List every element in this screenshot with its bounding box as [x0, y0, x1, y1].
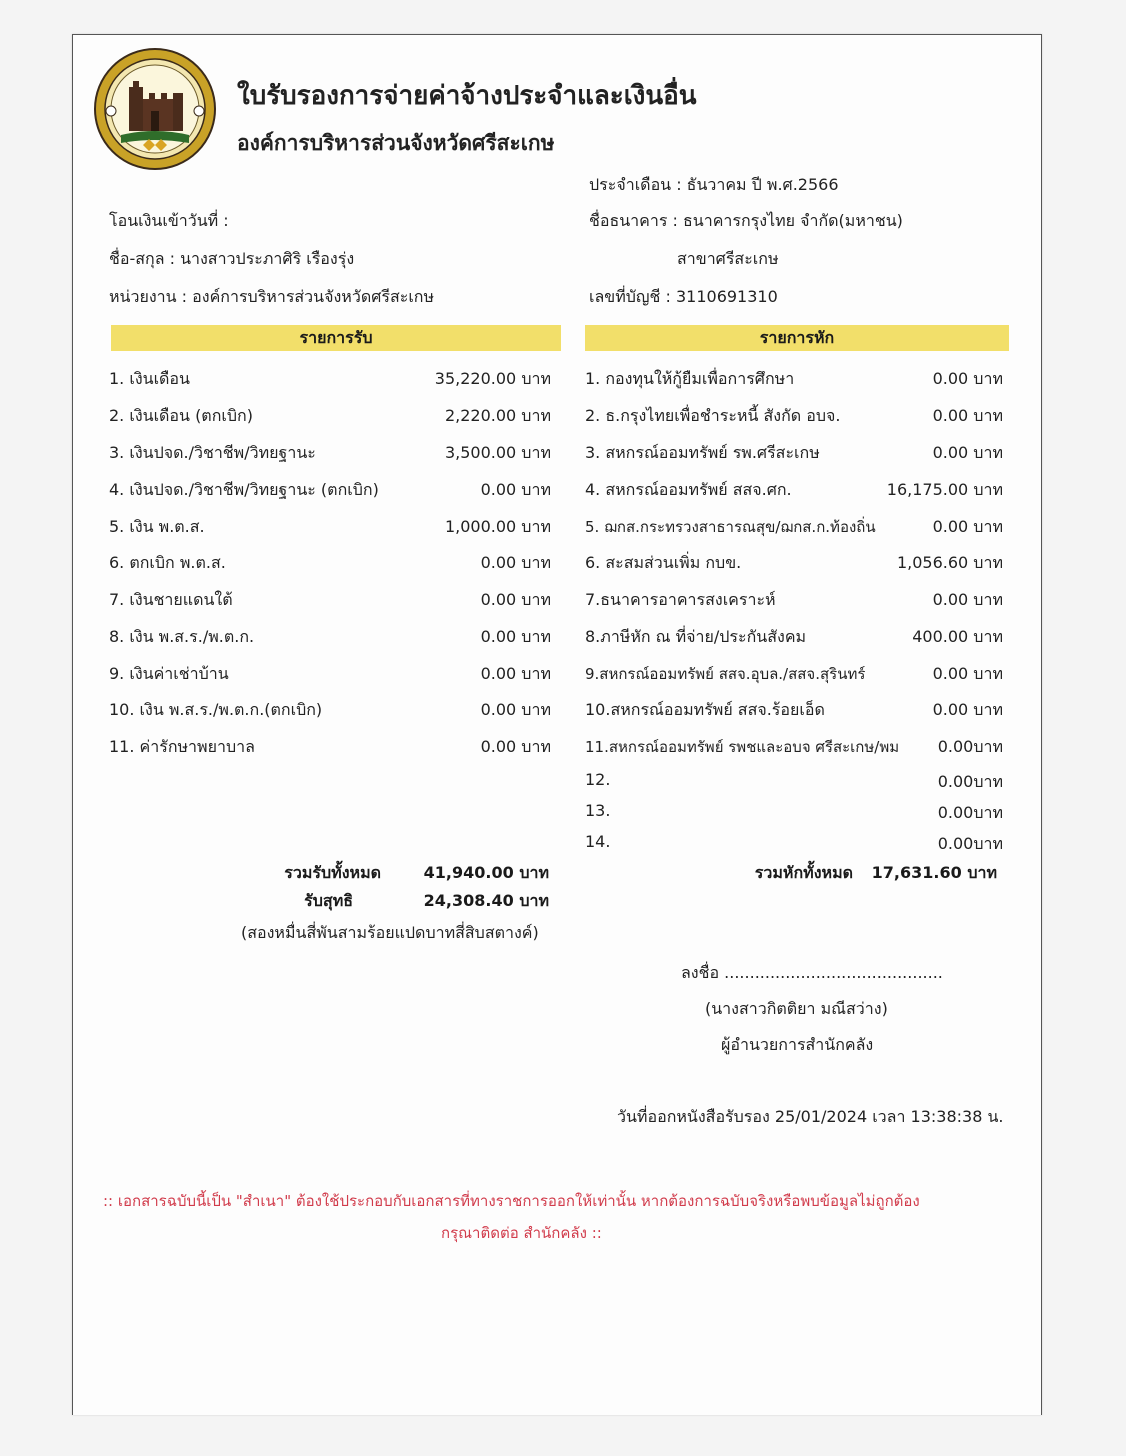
- deduction-item-label: 10.สหกรณ์ออมทรัพย์ สสจ.ร้อยเอ็ด: [585, 700, 825, 719]
- signature-line: ลงชื่อ ...........................................: [681, 963, 943, 982]
- organization-name: องค์การบริหารส่วนจังหวัดศรีสะเกษ: [237, 131, 555, 155]
- net-pay-in-words: (สองหมื่นสี่พันสามร้อยแปดบาทสี่สิบสตางค์): [241, 923, 539, 942]
- deduction-item-label: 14.: [585, 832, 611, 851]
- income-item-value: 0.00 บาท: [480, 700, 551, 719]
- net-pay-label: รับสุทธิ: [304, 891, 353, 910]
- deduction-item-value: 0.00 บาท: [932, 700, 1003, 719]
- deduction-item-value: 0.00 บาท: [932, 664, 1003, 683]
- income-item-value: 1,000.00 บาท: [444, 517, 551, 536]
- income-heading: รายการรับ: [111, 325, 561, 351]
- copy-notice-line1: :: เอกสารฉบับนี้เป็น "สำเนา" ต้องใช้ประกอบกับเอกสารที่ทางราชการออกให้เท่านั้น หากต้องการฉบับจริงหรือพบข้อมูลไม่ถูกต้อง: [103, 1192, 920, 1210]
- employee-name: ชื่อ-สกุล : นางสาวประภาศิริ เรืองรุ่ง: [109, 249, 355, 268]
- income-item-value: 0.00 บาท: [480, 627, 551, 646]
- deduction-item-label: 13.: [585, 801, 611, 820]
- income-item-value: 0.00 บาท: [480, 553, 551, 572]
- deduction-item-label: 7.ธนาคารอาคารสงเคราะห์: [585, 590, 776, 609]
- transfer-date: โอนเงินเข้าวันที่ :: [109, 211, 229, 230]
- deduction-item-value: 1,056.60 บาท: [896, 553, 1003, 572]
- deduction-heading: รายการหัก: [585, 325, 1009, 351]
- income-total-label: รวมรับทั้งหมด: [284, 863, 381, 882]
- income-item-value: 2,220.00 บาท: [444, 406, 551, 425]
- deduction-item-value: 0.00บาท: [937, 737, 1003, 756]
- deduction-item-value: 0.00 บาท: [932, 590, 1003, 609]
- deduction-item-label: 9.สหกรณ์ออมทรัพย์ สสจ.อุบล./สสจ.สุรินทร์: [585, 665, 866, 683]
- income-item-label: 5. เงิน พ.ต.ส.: [109, 517, 205, 536]
- org-seal-logo: [93, 47, 217, 171]
- signatory-name: (นางสาวกิตติยา มณีสว่าง): [705, 999, 888, 1018]
- income-item-label: 4. เงินปจด./วิชาชีพ/วิทยฐานะ (ตกเบิก): [109, 480, 379, 499]
- deduction-item-value: 16,175.00 บาท: [886, 480, 1003, 499]
- income-item-label: 6. ตกเบิก พ.ต.ส.: [109, 553, 226, 572]
- income-total-value: 41,940.00 บาท: [423, 863, 549, 882]
- deduction-item-value: 0.00 บาท: [932, 406, 1003, 425]
- deduction-item-label: 3. สหกรณ์ออมทรัพย์ รพ.ศรีสะเกษ: [585, 443, 820, 462]
- deduction-item-value: 0.00 บาท: [932, 369, 1003, 388]
- deduction-item-value: 400.00 บาท: [912, 627, 1003, 646]
- deduction-item-label: 2. ธ.กรุงไทยเพื่อชำระหนี้ สังกัด อบจ.: [585, 406, 841, 425]
- issue-datetime: วันที่ออกหนังสือรับรอง 25/01/2024 เวลา 13:38:38 น.: [617, 1107, 1004, 1126]
- deduction-item-value: 0.00บาท: [937, 834, 1003, 853]
- income-item-value: 35,220.00 บาท: [434, 369, 551, 388]
- deduction-item-value: 0.00บาท: [937, 772, 1003, 791]
- bank-name: ชื่อธนาคาร : ธนาคารกรุงไทย จำกัด(มหาชน): [589, 211, 903, 230]
- income-item-value: 0.00 บาท: [480, 480, 551, 499]
- signatory-position: ผู้อำนวยการสำนักคลัง: [721, 1035, 874, 1054]
- income-item-label: 9. เงินค่าเช่าบ้าน: [109, 664, 229, 683]
- income-item-value: 0.00 บาท: [480, 664, 551, 683]
- income-item-label: 3. เงินปจด./วิชาชีพ/วิทยฐานะ: [109, 443, 316, 462]
- income-item-label: 11. ค่ารักษาพยาบาล: [109, 737, 255, 756]
- deduction-total-label: รวมหักทั้งหมด: [754, 863, 853, 882]
- document-title: ใบรับรองการจ่ายค่าจ้างประจำและเงินอื่น: [237, 81, 697, 111]
- deduction-item-value: 0.00 บาท: [932, 517, 1003, 536]
- work-unit: หน่วยงาน : องค์การบริหารส่วนจังหวัดศรีสะเกษ: [109, 287, 435, 306]
- deduction-total-value: 17,631.60 บาท: [871, 863, 997, 882]
- deduction-item-label: 11.สหกรณ์ออมทรัพย์ รพชและอบจ ศรีสะเกษ/พม: [585, 738, 900, 756]
- deduction-item-label: 4. สหกรณ์ออมทรัพย์ สสจ.ศก.: [585, 480, 792, 499]
- deduction-item-label: 12.: [585, 770, 611, 789]
- income-item-label: 7. เงินชายแดนใต้: [109, 590, 233, 609]
- copy-notice-line2: กรุณาติดต่อ สำนักคลัง ::: [441, 1224, 602, 1242]
- income-item-value: 3,500.00 บาท: [444, 443, 551, 462]
- pay-month: ประจำเดือน : ธันวาคม ปี พ.ศ.2566: [589, 175, 839, 194]
- bank-branch: สาขาศรีสะเกษ: [677, 249, 779, 268]
- net-pay-value: 24,308.40 บาท: [423, 891, 549, 910]
- income-item-label: 2. เงินเดือน (ตกเบิก): [109, 406, 253, 425]
- deduction-item-value: 0.00บาท: [937, 803, 1003, 822]
- deduction-item-value: 0.00 บาท: [932, 443, 1003, 462]
- deduction-item-label: 1. กองทุนให้กู้ยืมเพื่อการศึกษา: [585, 369, 795, 388]
- income-item-label: 1. เงินเดือน: [109, 369, 190, 388]
- income-item-label: 8. เงิน พ.ส.ร./พ.ต.ก.: [109, 627, 255, 646]
- account-number: เลขที่บัญชี : 3110691310: [589, 287, 778, 306]
- deduction-item-label: 8.ภาษีหัก ณ ที่จ่าย/ประกันสังคม: [585, 627, 807, 646]
- certificate-page: [72, 34, 1042, 1415]
- deduction-item-label: 6. สะสมส่วนเพิ่ม กบข.: [585, 553, 742, 572]
- income-item-value: 0.00 บาท: [480, 590, 551, 609]
- income-item-label: 10. เงิน พ.ส.ร./พ.ต.ก.(ตกเบิก): [109, 700, 323, 719]
- income-item-value: 0.00 บาท: [480, 737, 551, 756]
- deduction-item-label: 5. ฌกส.กระทรวงสาธารณสุข/ฌกส.ก.ท้องถิ่น: [585, 518, 876, 536]
